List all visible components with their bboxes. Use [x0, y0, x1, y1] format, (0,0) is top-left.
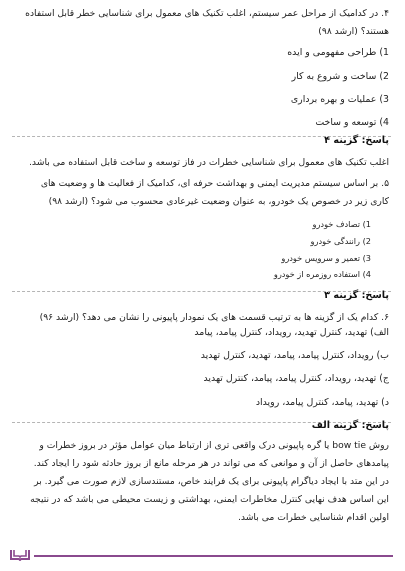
question-5-option-3: 3) تعمیر و سرویس خودرو [281, 253, 371, 263]
question-6-line-1: ۶. کدام یک از گزینه ها به ترتیب قسمت های یک نمودار پاپیونی را نشان می دهد؟ (ارشد ۹۶) [39, 312, 389, 323]
footer-rule [34, 555, 393, 557]
question-4-option-3: 3) عملیات و بهره برداری [290, 94, 389, 105]
answer-6-text-line-3: در این متد با ایجاد دیاگرام پاپیونی برای یک فرایند خاص، مستندسازی لازم صورت می گیرد. بر [34, 476, 389, 487]
answer-4-label: پاسخ: گزینه ۴ [324, 135, 389, 146]
question-4-option-1: 1) طراحی مفهومی و ایده [287, 47, 389, 58]
question-4-option-2: 2) ساخت و شروع به کار [291, 71, 389, 82]
answer-6-label: پاسخ: گزینه الف [311, 420, 389, 431]
answer-4-text: اغلب تکنیک های معمول برای شناسایی خطرات در فاز توسعه و ساخت قابل استفاده می باشد. [29, 157, 389, 168]
answer-6-text-line-5: اولین اقدام شناسایی خطرات می باشد. [237, 512, 389, 523]
question-4-line-1: ۴. در کدامیک از مراحل عمر سیستم، اغلب تکنیک های معمول برای شناسایی خطر قابل استفاده [25, 8, 389, 19]
answer-6-text-line-1: روش bow tie یا گره پاپیونی درک واقعی تری از ارتباط میان عوامل مؤثر در بروز خطرات و [39, 440, 389, 451]
answer-6-text-line-4: این اساس هدف نهایی کنترل مخاطرات ایمنی، بهداشتی و زیست محیطی می باشد که در نتیجه [30, 494, 389, 505]
question-5-line-1: ۵. بر اساس سیستم مدیریت ایمنی و بهداشت حرفه ای، کدامیک از فعالیت ها و وضعیت های [40, 178, 389, 189]
question-5-option-4: 4) استفاده روزمره از خودرو [273, 269, 371, 279]
question-6-option-d: د) تهدید، پیامد، کنترل پیامد، رویداد [255, 397, 389, 408]
question-6-option-a: الف) تهدید، کنترل تهدید، رویداد، کنترل پیامد، پیامد [194, 327, 389, 338]
question-5-option-1: 1) تصادف خودرو [312, 219, 371, 229]
answer-5-label: پاسخ: گزینه ۳ [324, 290, 389, 301]
book-logo-icon [10, 547, 30, 561]
question-4-line-2: هستند؟ (ارشد ۹۸) [318, 26, 389, 37]
question-5-option-2: 2) رانندگی خودرو [310, 236, 371, 246]
question-6-option-b: ب) رویداد، کنترل پیامد، پیامد، تهدید، کنترل تهدید [200, 350, 389, 361]
question-6-option-c: ج) تهدید، رویداد، کنترل پیامد، پیامد، کنترل تهدید [203, 373, 389, 384]
question-5-line-2: کاری زیر در خصوص یک خودرو، به عنوان وضعیت غیرعادی محسوب می شود؟ (ارشد ۹۸) [48, 196, 389, 207]
answer-6-text-line-2: پیامدهای حاصل از آن و موانعی که می تواند در هر مرحله مانع از بروز حادثه شود را ایجاد کند. [33, 458, 389, 469]
question-4-option-4: 4) توسعه و ساخت [315, 117, 389, 128]
